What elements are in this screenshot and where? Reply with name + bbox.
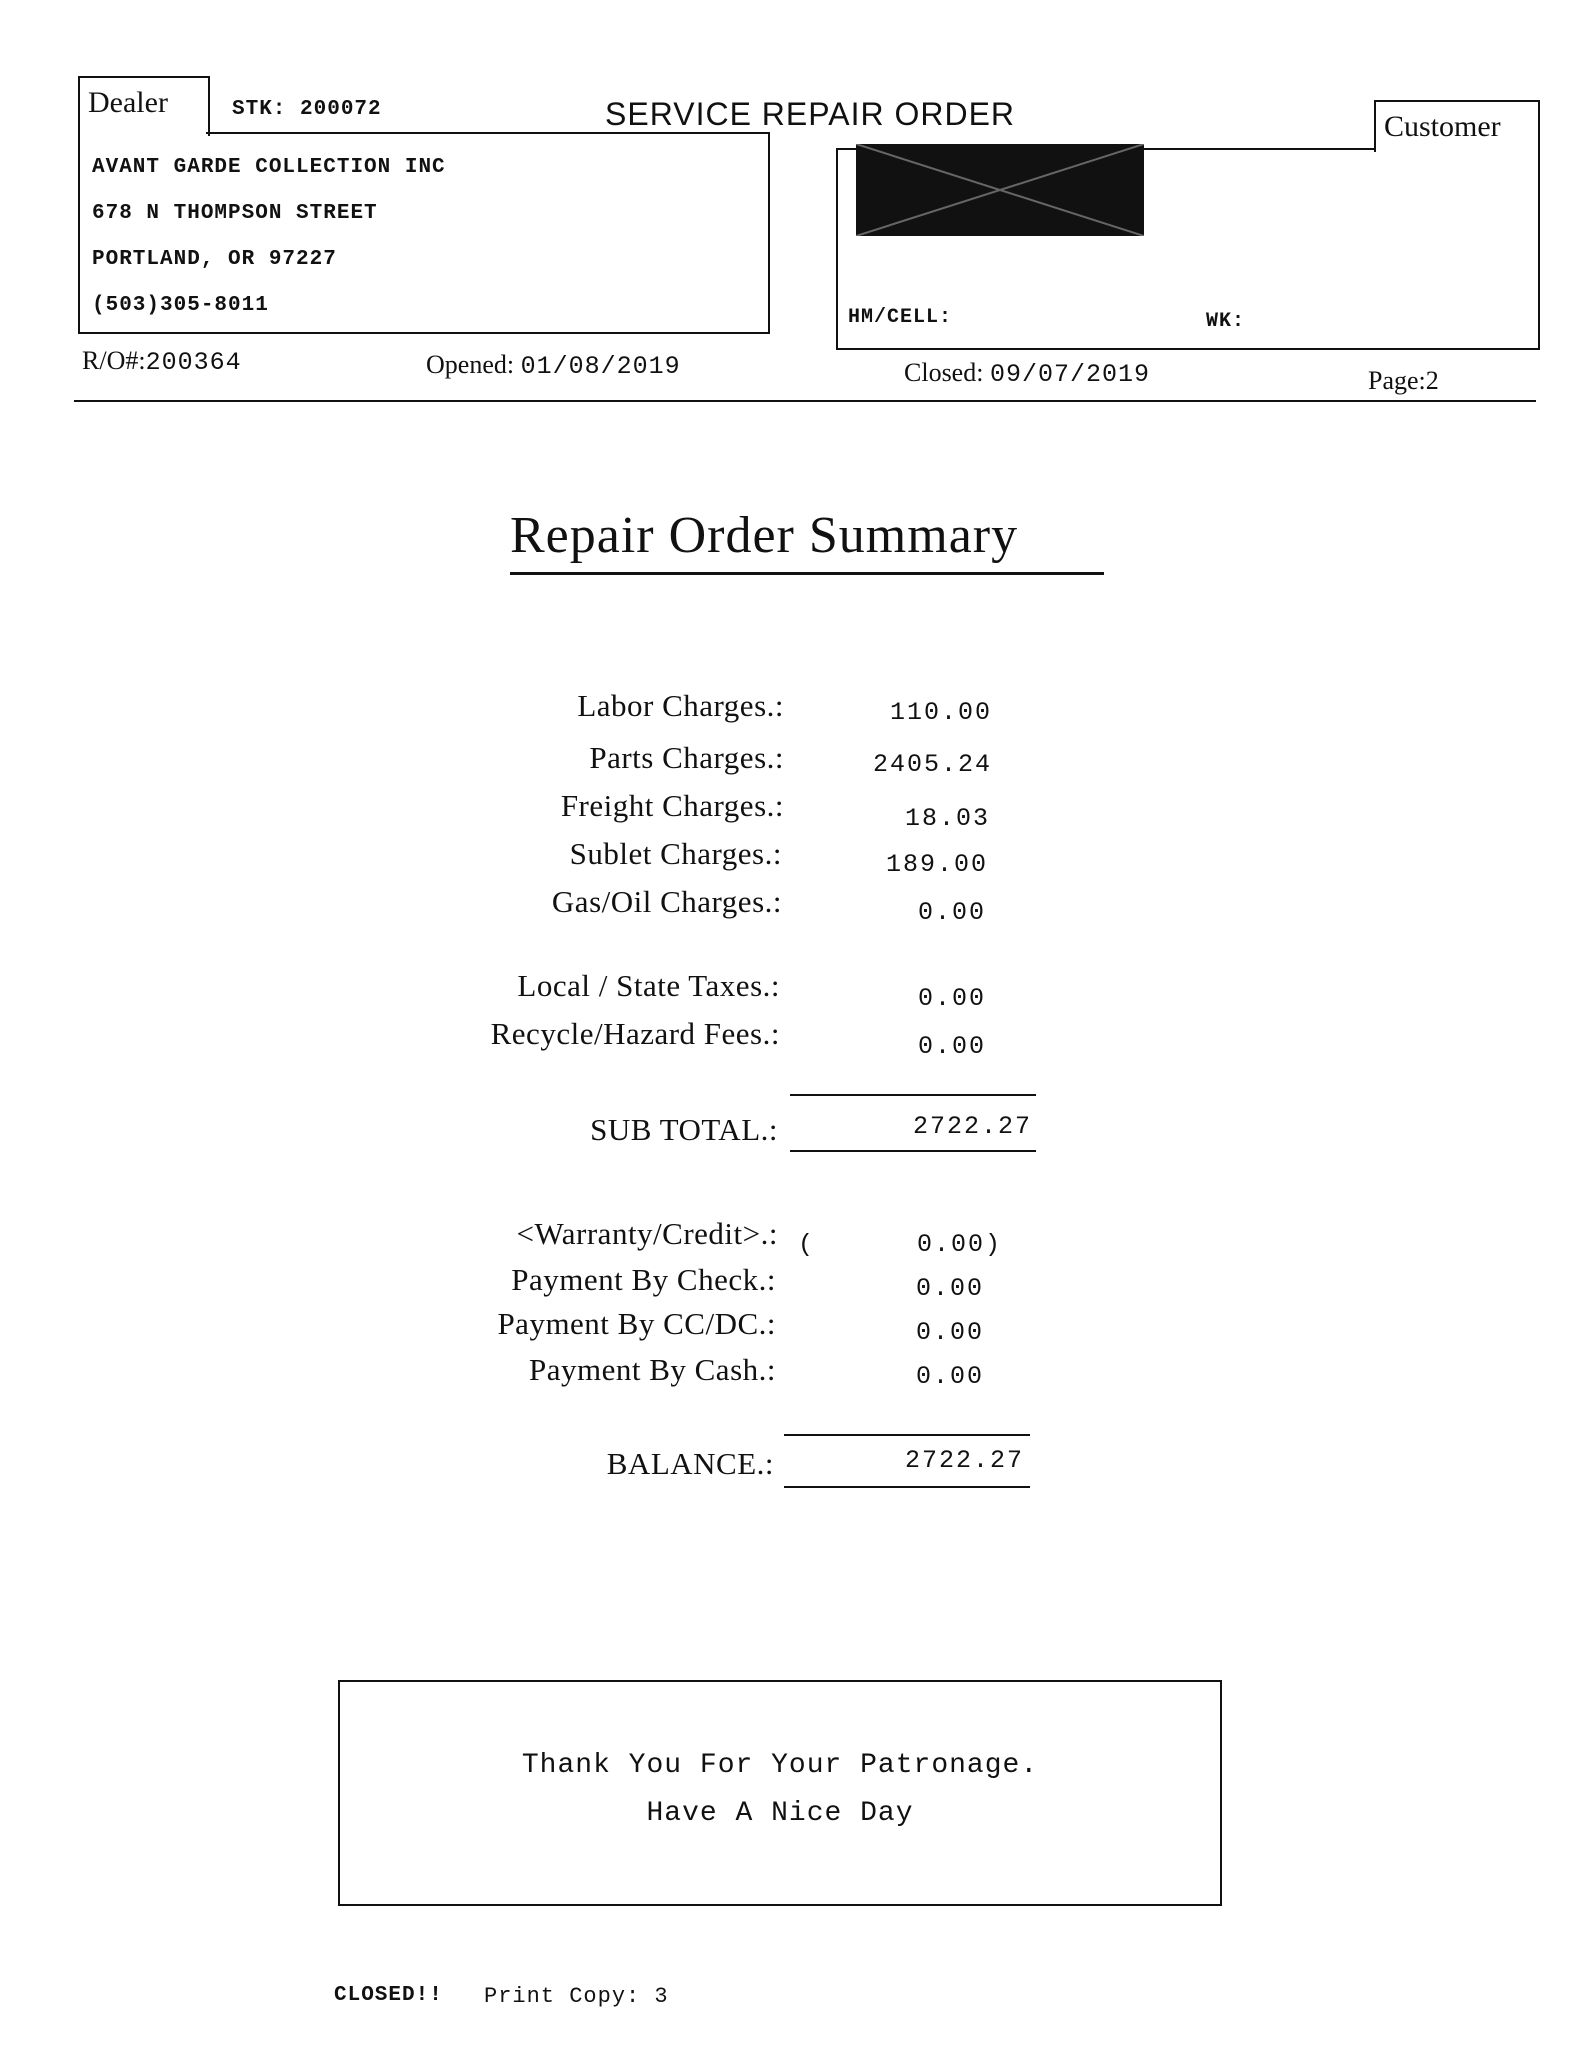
work-phone-label: WK: (1206, 310, 1246, 333)
closed-status: CLOSED!! (334, 1984, 443, 2007)
payment-by-cash-label: Payment By Cash.: (528, 1352, 776, 1387)
home-cell-label: HM/CELL: (848, 306, 953, 329)
ro-label: R/O#: (82, 346, 146, 375)
subtotal-label: SUB TOTAL.: (590, 1112, 778, 1147)
payment-by-cash-value: 0.00 (915, 1362, 984, 1391)
subtotal-top-rule (790, 1094, 1036, 1096)
sublet-charges-value: 189.00 (885, 850, 988, 879)
payment-by-ccdc-value: 0.00 (915, 1318, 984, 1347)
balance-bottom-rule (784, 1486, 1030, 1488)
closed-label: Closed: (904, 358, 984, 387)
payment-by-check-value: 0.00 (915, 1274, 984, 1303)
dealer-phone: (503)305-8011 (92, 294, 269, 317)
print-copy: Print Copy: 3 (484, 1984, 669, 2009)
labor-charges-label: Labor Charges.: (577, 688, 784, 723)
customer-tab (1374, 100, 1540, 152)
summary-title: Repair Order Summary (510, 507, 1019, 564)
freight-charges-label: Freight Charges.: (560, 788, 784, 823)
recycle-hazard-fees-value: 0.00 (917, 1032, 986, 1061)
local-state-taxes-label: Local / State Taxes.: (517, 968, 780, 1003)
nice-day-line: Have A Nice Day (646, 1798, 914, 1829)
payment-by-ccdc-label: Payment By CC/DC.: (497, 1306, 776, 1341)
redaction-cross-icon (856, 144, 1144, 236)
warranty-credit-value: 0.00) (916, 1230, 1002, 1259)
sublet-charges-label: Sublet Charges.: (569, 836, 782, 871)
closed-value: 09/07/2019 (989, 360, 1150, 389)
ro-value: 200364 (145, 348, 242, 377)
thank-you-line: Thank You For Your Patronage. (521, 1750, 1039, 1781)
stock-number: STK: 200072 (232, 98, 382, 121)
redacted-customer-name (856, 144, 1144, 236)
form-title: SERVICE REPAIR ORDER (605, 96, 1016, 132)
parts-charges-value: 2405.24 (872, 750, 992, 779)
balance-label: BALANCE.: (606, 1446, 774, 1481)
warranty-credit-open-paren: ( (798, 1230, 814, 1259)
balance-top-rule (784, 1434, 1030, 1436)
gas-oil-charges-label: Gas/Oil Charges.: (551, 884, 782, 919)
dealer-tab-label: Dealer (88, 86, 168, 119)
page-value: 2 (1425, 366, 1439, 395)
balance-value: 2722.27 (904, 1446, 1024, 1475)
labor-charges-value: 110.00 (889, 698, 992, 727)
page-number (1368, 366, 1439, 396)
local-state-taxes-value: 0.00 (917, 984, 986, 1013)
repair-order-number (82, 346, 242, 377)
freight-charges-value: 18.03 (904, 804, 990, 833)
gas-oil-charges-value: 0.00 (917, 898, 986, 927)
dealer-street: 678 N THOMPSON STREET (92, 202, 378, 225)
header-divider (74, 400, 1536, 402)
warranty-credit-label: <Warranty/Credit>.: (516, 1216, 778, 1251)
closed-date (904, 358, 1150, 389)
payment-by-check-label: Payment By Check.: (511, 1262, 776, 1297)
dealer-city: PORTLAND, OR 97227 (92, 248, 337, 271)
subtotal-bottom-rule (790, 1150, 1036, 1152)
customer-tab-label: Customer (1384, 110, 1501, 143)
summary-title-underline (510, 572, 1104, 575)
subtotal-value: 2722.27 (912, 1112, 1032, 1141)
dealer-name: AVANT GARDE COLLECTION INC (92, 156, 446, 179)
opened-date (426, 350, 681, 381)
dealer-tab (78, 76, 210, 136)
opened-value: 01/08/2019 (520, 352, 681, 381)
thank-you-box (338, 1680, 1222, 1906)
parts-charges-label: Parts Charges.: (589, 740, 784, 775)
page-label: Page: (1368, 366, 1426, 395)
recycle-hazard-fees-label: Recycle/Hazard Fees.: (490, 1016, 780, 1051)
opened-label: Opened: (426, 350, 515, 379)
